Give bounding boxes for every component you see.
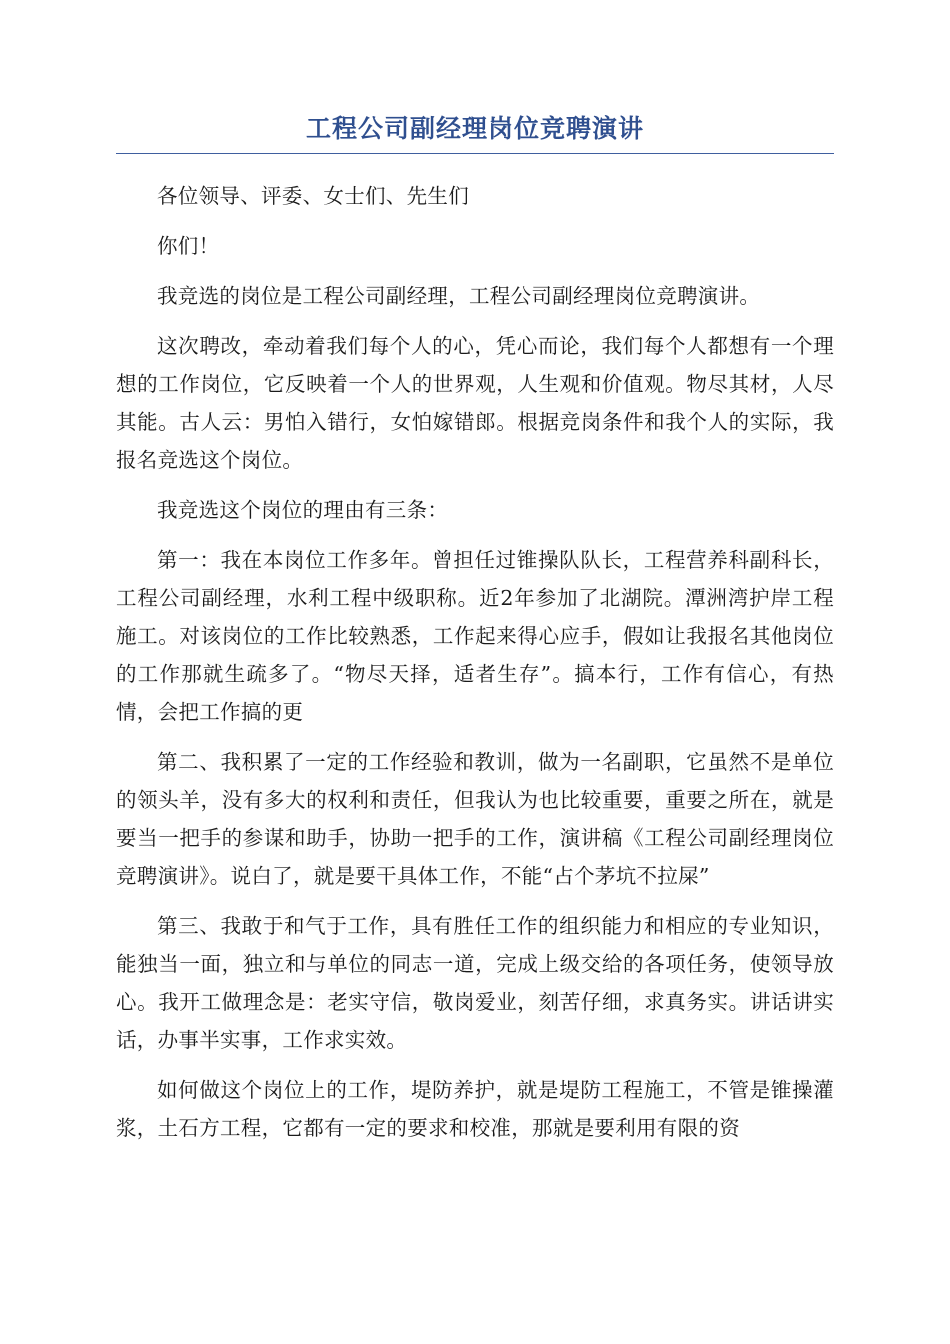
paragraph-reform: 这次聘改，牵动着我们每个人的心，凭心而论，我们每个人都想有一个理想的工作岗位，它反映着一个人的世界观，人生观和价值观。物尽其材，人尽其能。古人云：男怕入错行，女怕嫁错郎。根据竞岗条件和我个人的实际，我报名竞选这个岗位。: [116, 334, 834, 472]
paragraph-approach: 如何做这个岗位上的工作，堤防养护，就是堤防工程施工，不管是锥操灌浆，土石方工程，它都有一定的要求和校准，那就是要利用有限的资: [116, 1078, 834, 1140]
paragraph-greeting: 各位领导、评委、女士们、先生们: [157, 184, 469, 208]
paragraph-reason-two: 第二、我积累了一定的工作经验和教训，做为一名副职，它虽然不是单位的领头羊，没有多大的权利和责任，但我认为也比较重要，重要之所在，就是要当一把手的参谋和助手，协助一把手的工作，演讲稿《工程公司副经理岗位竞聘演讲》。说白了，就是要干具体工作，不能“占个茅坑不拉屎”: [116, 750, 834, 888]
document-title: 工程公司副经理岗位竞聘演讲: [305, 114, 644, 143]
paragraph-salutation: 你们！: [157, 234, 220, 258]
paragraph-reason-one: 第一：我在本岗位工作多年。曾担任过锥操队队长，工程营养科副科长，工程公司副经理，水利工程中级职称。近2年参加了北湖院。潭洲湾护岸工程施工。对该岗位的工作比较熟悉，工作起来得心应手，假如让我报名其他岗位的工作那就生疏多了。“物尽天择，适者生存”。搞本行，工作有信心，有热情，会把工作搞的更: [116, 548, 834, 724]
title-underline-divider: [116, 153, 834, 154]
paragraph-reason-three: 第三、我敢于和气于工作，具有胜任工作的组织能力和相应的专业知识，能独当一面，独立和与单位的同志一道，完成上级交给的各项任务，使领导放心。我开工做理念是：老实守信，敬岗爱业，刻苦仔细，求真务实。讲话讲实话，办事半实事，工作求实效。: [116, 914, 834, 1052]
document-body: [116, 177, 834, 1147]
paragraph-position: 我竞选的岗位是工程公司副经理，工程公司副经理岗位竞聘演讲。: [157, 284, 761, 308]
paragraph-reasons-intro: 我竞选这个岗位的理由有三条：: [157, 498, 449, 522]
document-page: [116, 112, 834, 1159]
